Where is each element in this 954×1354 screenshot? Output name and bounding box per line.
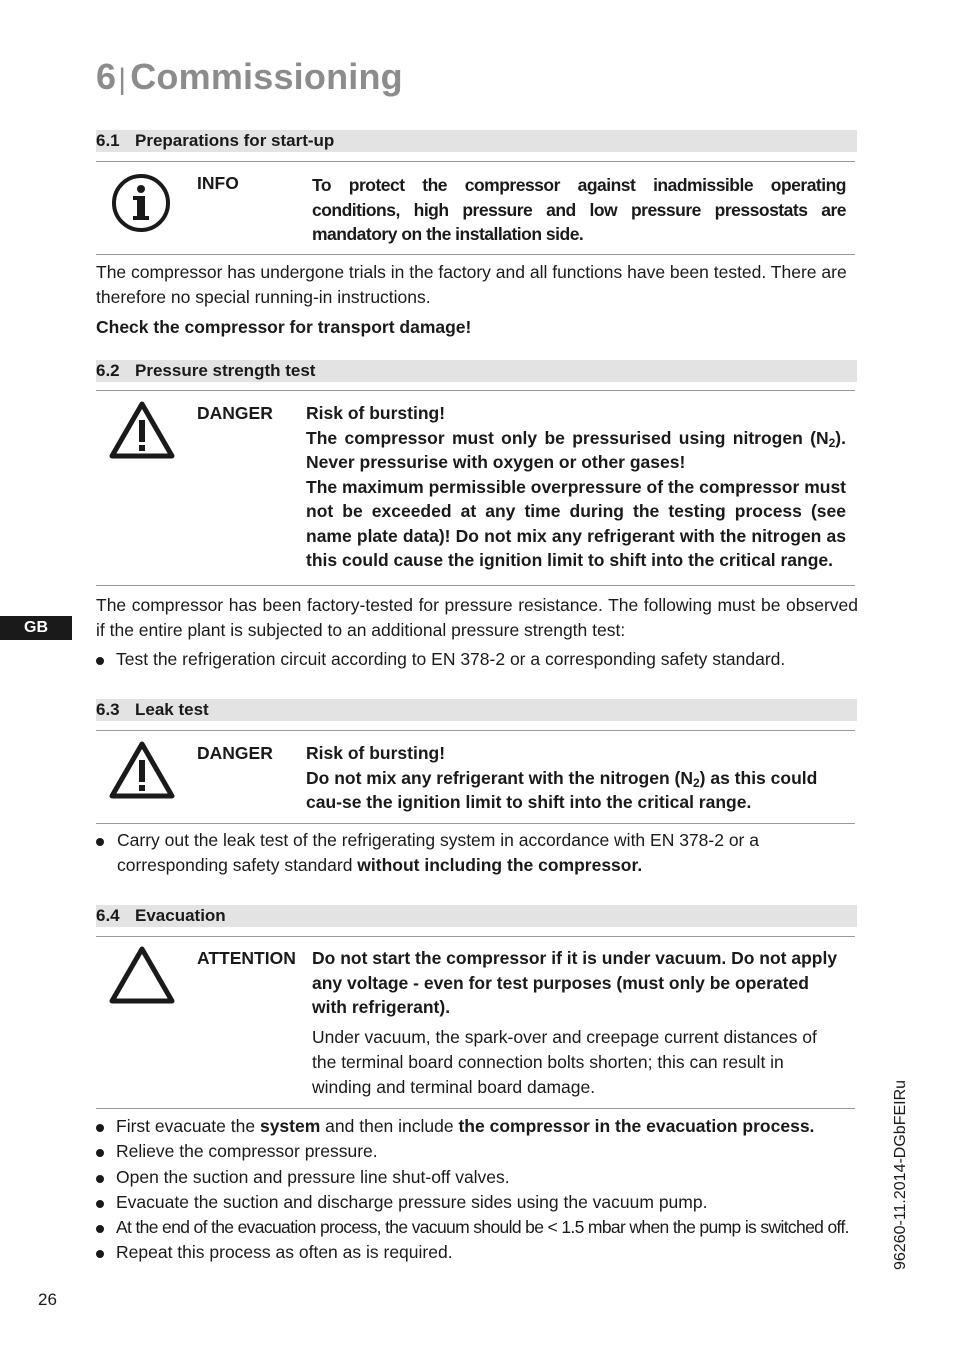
page-number: 26 — [38, 1290, 57, 1309]
chapter-title-text: Commissioning — [130, 56, 403, 97]
list-item-text — [116, 1114, 814, 1139]
divider — [96, 1108, 855, 1109]
danger-text-nitrogen — [306, 766, 846, 815]
subscript: 2 — [692, 775, 700, 790]
danger-notice — [306, 401, 846, 573]
list-item-text-b: system — [259, 1116, 321, 1136]
section-heading-6-1 — [96, 130, 857, 152]
bullet-dot — [96, 1175, 104, 1183]
list-item-text — [117, 828, 858, 878]
list-item-text-a: Carry out the leak test of the refrigerating system in accordance with EN 378-2 or a corresponding safety standard — [117, 830, 759, 875]
intro-paragraph: The compressor has undergone trials in the factory and all functions have been tested. There are therefore no special running-in instructions. — [96, 262, 847, 307]
info-icon — [110, 172, 172, 234]
chapter-separator: | — [118, 63, 127, 96]
section-title: Evacuation — [135, 906, 226, 925]
danger-text-b: ). Never pressurise with oxygen or other gases! — [306, 427, 846, 472]
divider — [96, 730, 855, 731]
attention-explanation: Under vacuum, the spark-over and creepage current distances of the terminal board connection bolts shorten; this can result in winding and terminal board damage. — [312, 1027, 817, 1097]
bullet-dot — [96, 838, 104, 846]
chapter-number: 6 — [96, 56, 117, 97]
bullet-dot — [96, 1124, 104, 1132]
info-label: INFO — [197, 173, 239, 193]
bullet-dot — [96, 1250, 104, 1258]
danger-text-overpressure: The maximum permissible overpressure of the compressor must not be exceeded at any time during the testing process (see name plate data)! Do not mix any refrigerant with the nitrogen as this could cause the ignition limit to shift into the critical range. — [306, 476, 846, 570]
danger-label: DANGER — [197, 743, 273, 763]
bullet-dot — [96, 1200, 104, 1208]
section-heading-6-3 — [96, 699, 857, 721]
transport-check-note: Check the compressor for transport damage! — [96, 317, 472, 337]
danger-label: DANGER — [197, 403, 273, 423]
section-title: Preparations for start-up — [135, 131, 335, 150]
attention-notice: Do not start the compressor if it is under vacuum. Do not apply any voltage - even for test purposes (must only be operated with refrigerant). — [312, 948, 838, 1017]
language-tab: GB — [0, 616, 72, 640]
list-item-text: Relieve the compressor pressure. — [116, 1141, 378, 1161]
danger-notice — [306, 741, 846, 815]
section-title: Leak test — [135, 700, 209, 719]
section-number: 6.4 — [96, 906, 120, 925]
section-heading-6-4 — [96, 905, 857, 927]
danger-heading: Risk of bursting! — [306, 743, 446, 763]
danger-text-b: ) as this could cau-se the ignition limit to shift into the critical range. — [306, 767, 818, 812]
divider — [96, 390, 855, 391]
divider — [96, 936, 855, 937]
bullet-dot — [96, 657, 104, 665]
section-number: 6.3 — [96, 700, 120, 719]
pressure-test-paragraph: The compressor has been factory-tested for pressure resistance. The following must be observed if the entire plant is subjected to an additional pressure strength test: — [96, 595, 858, 640]
document-code: 96260-11.2014-DGbFEIRu — [892, 1079, 909, 1270]
divider — [96, 254, 855, 255]
bullet-dot — [96, 1225, 104, 1233]
info-notice: To protect the compressor against inadmissible operating conditions, high pressure and low pressure pressostats are mandatory on the installation side. — [312, 175, 846, 244]
subscript: 2 — [828, 435, 836, 450]
list-item — [96, 828, 858, 878]
danger-text-a: The compressor must only be pressurised using nitrogen (N — [306, 427, 829, 448]
list-item-text: Open the suction and pressure line shut-off valves. — [116, 1167, 510, 1187]
list-item-text: At the end of the evacuation process, the vacuum should be < 1.5 mbar when the pump is switched off. — [116, 1217, 849, 1237]
warning-triangle-icon — [108, 400, 176, 460]
list-item-text: Evacuate the suction and discharge pressure sides using the vacuum pump. — [116, 1192, 708, 1212]
list-item-text-b: without including the compressor. — [357, 855, 643, 875]
list-item-text-d: the compressor in the evacuation process. — [458, 1116, 815, 1136]
attention-label: ATTENTION — [197, 948, 296, 968]
section-number: 6.1 — [96, 131, 120, 150]
chapter-title — [96, 56, 403, 98]
section-heading-6-2 — [96, 360, 857, 382]
list-item-text-c: and then include — [320, 1116, 459, 1136]
attention-triangle-icon — [108, 945, 176, 1005]
divider — [96, 823, 855, 824]
divider — [96, 585, 855, 586]
divider — [96, 161, 855, 162]
warning-triangle-icon — [108, 740, 176, 800]
list-item-text: Repeat this process as often as is required. — [116, 1242, 453, 1262]
list-item-text: Test the refrigeration circuit according to EN 378-2 or a corresponding safety standard. — [116, 649, 786, 669]
list-item-text-a: First evacuate the — [116, 1116, 260, 1136]
danger-text-nitrogen — [306, 426, 846, 475]
danger-text-a: Do not mix any refrigerant with the nitrogen (N — [306, 767, 693, 788]
danger-heading: Risk of bursting! — [306, 403, 446, 423]
bullet-dot — [96, 1149, 104, 1157]
section-number: 6.2 — [96, 361, 120, 380]
section-title: Pressure strength test — [135, 361, 316, 380]
